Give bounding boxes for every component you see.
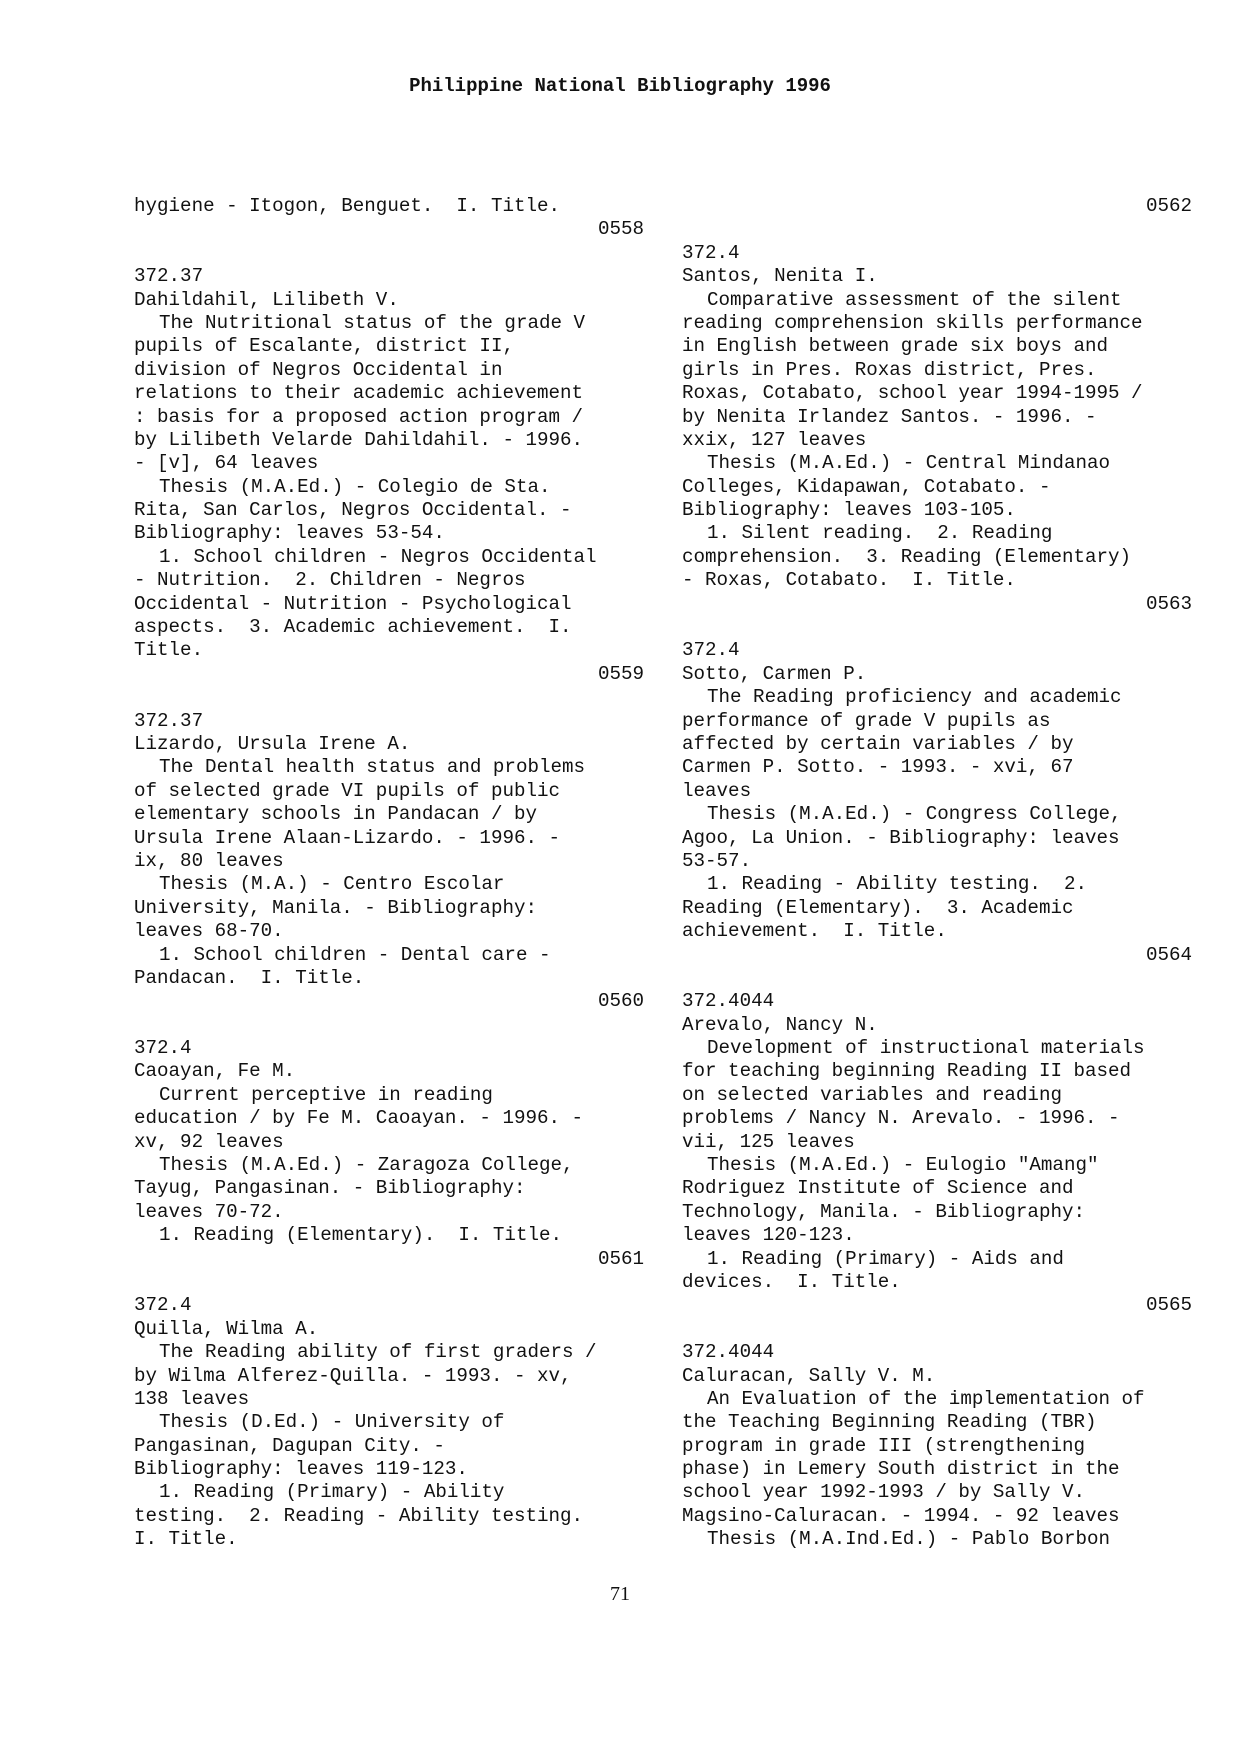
- author-name: Arevalo, Nancy N.: [682, 1013, 878, 1036]
- entry-number: 0561: [597, 1247, 644, 1270]
- entry-text-line: Bibliography: leaves 53-54.: [134, 522, 445, 545]
- entry-text-line: education / by Fe M. Caoayan. - 1996. -: [134, 1107, 584, 1130]
- entry-text-line: 1. Reading (Primary) - Aids and: [707, 1247, 1064, 1270]
- entry-text-line: Thesis (M.A.Ind.Ed.) - Pablo Borbon: [707, 1528, 1111, 1551]
- entry-text-line: 1. School children - Negros Occidental: [159, 545, 597, 568]
- entry-text-line: Occidental - Nutrition - Psychological: [134, 592, 572, 615]
- entry-text-line: leaves 120-123.: [682, 1224, 855, 1247]
- author-name: Santos, Nenita I.: [682, 265, 878, 288]
- entry-number: 0563: [1145, 592, 1192, 615]
- continuation-block: [682, 195, 1192, 218]
- entry-text-line: Rodriguez Institute of Science and: [682, 1177, 1074, 1200]
- bibliography-entry: [134, 686, 644, 1013]
- entry-text-line: - Nutrition. 2. Children - Negros: [134, 569, 526, 592]
- entry-text-line: performance of grade V pupils as: [682, 709, 1051, 732]
- entry-text-line: Thesis (M.A.Ed.) - Zaragoza College,: [159, 1154, 574, 1177]
- call-number: 372.37: [134, 265, 204, 288]
- entry-text-line: 1. Silent reading. 2. Reading: [707, 522, 1053, 545]
- entry-text-line: - [v], 64 leaves: [134, 452, 319, 475]
- author-name: Caoayan, Fe M.: [134, 1060, 296, 1083]
- entry-text-line: 138 leaves: [134, 1387, 250, 1410]
- entry-text-line: Thesis (M.A.Ed.) - Congress College,: [707, 803, 1122, 826]
- entry-text-line: leaves: [682, 779, 752, 802]
- entry-text-line: school year 1992-1993 / by Sally V.: [682, 1481, 1086, 1504]
- entry-number: 0560: [597, 990, 644, 1013]
- author-name: Sotto, Carmen P.: [682, 662, 867, 685]
- entry-text-line: Carmen P. Sotto. - 1993. - xvi, 67: [682, 756, 1074, 779]
- entry-text-line: the Teaching Beginning Reading (TBR): [682, 1411, 1097, 1434]
- entry-text-line: by Lilibeth Velarde Dahildahil. - 1996.: [134, 428, 584, 451]
- entry-text-line: Thesis (D.Ed.) - University of: [159, 1411, 505, 1434]
- entry-text-line: vii, 125 leaves: [682, 1130, 855, 1153]
- entry-text-line: aspects. 3. Academic achievement. I.: [134, 616, 572, 639]
- entry-text-line: girls in Pres. Roxas district, Pres.: [682, 358, 1097, 381]
- entry-text-line: for teaching beginning Reading II based: [682, 1060, 1132, 1083]
- entry-text-line: leaves 70-72.: [134, 1200, 284, 1223]
- entry-text-line: leaves 68-70.: [134, 920, 284, 943]
- call-number: 372.4: [682, 639, 740, 662]
- entry-text-line: on selected variables and reading: [682, 1083, 1062, 1106]
- entry-text-line: Tayug, Pangasinan. - Bibliography:: [134, 1177, 526, 1200]
- entry-text-line: xxix, 127 leaves: [682, 428, 867, 451]
- blank-line: [682, 218, 1192, 241]
- entry-text-line: devices. I. Title.: [682, 1270, 901, 1293]
- blank-line: [682, 1318, 1192, 1341]
- entry-text-line: pupils of Escalante, district II,: [134, 335, 514, 358]
- entry-number: 0559: [597, 662, 644, 685]
- entry-number: 0562: [1145, 195, 1192, 217]
- entry-number: 0558: [597, 218, 644, 241]
- entry-text-line: Colleges, Kidapawan, Cotabato. -: [682, 475, 1051, 498]
- entry-text-line: 53-57.: [682, 849, 752, 872]
- entry-text-line: The Dental health status and problems: [159, 756, 586, 779]
- entry-text-line: Development of instructional materials: [707, 1037, 1145, 1060]
- entry-text-line: elementary schools in Pandacan / by: [134, 803, 538, 826]
- entry-text-line: relations to their academic achievement: [134, 382, 584, 405]
- entry-text-line: reading comprehension skills performance: [682, 311, 1143, 334]
- bibliography-entry: [134, 1271, 644, 1552]
- entry-number: 0565: [1145, 1294, 1192, 1317]
- entry-text-line: ix, 80 leaves: [134, 849, 284, 872]
- entry-text-line: Thesis (M.A.) - Centro Escolar: [159, 873, 505, 896]
- bibliography-entry: [134, 242, 644, 686]
- entry-text-line: Thesis (M.A.Ed.) - Eulogio "Amang": [707, 1154, 1099, 1177]
- entry-text-line: testing. 2. Reading - Ability testing.: [134, 1504, 584, 1527]
- entry-text-line: program in grade III (strengthening: [682, 1434, 1086, 1457]
- entry-text-line: 1. Reading - Ability testing. 2.: [707, 873, 1087, 896]
- bibliography-entry: [682, 616, 1192, 967]
- entry-text-line: by Wilma Alferez-Quilla. - 1993. - xv,: [134, 1364, 572, 1387]
- call-number: 372.4: [682, 241, 740, 264]
- entry-text-line: in English between grade six boys and: [682, 335, 1109, 358]
- entry-text-line: Bibliography: leaves 119-123.: [134, 1458, 468, 1481]
- entry-text-line: phase) in Lemery South district in the: [682, 1458, 1120, 1481]
- blank-line: [134, 1014, 644, 1037]
- author-name: Lizardo, Ursula Irene A.: [134, 732, 411, 755]
- page-number: 71: [610, 1583, 630, 1605]
- entry-text-line: problems / Nancy N. Arevalo. - 1996. -: [682, 1107, 1120, 1130]
- entry-text-line: xv, 92 leaves: [134, 1130, 284, 1153]
- entry-text-line: Pangasinan, Dagupan City. -: [134, 1434, 445, 1457]
- entry-text-line: Ursula Irene Alaan-Lizardo. - 1996. -: [134, 826, 561, 849]
- entry-text-line: Bibliography: leaves 103-105.: [682, 499, 1016, 522]
- call-number: 372.4: [134, 1037, 192, 1060]
- entry-text-line: : basis for a proposed action program /: [134, 405, 584, 428]
- bibliography-entry: [682, 1318, 1192, 1552]
- entry-text-line: The Reading proficiency and academic: [707, 686, 1122, 709]
- entry-text-line: by Nenita Irlandez Santos. - 1996. -: [682, 405, 1097, 428]
- blank-line: [134, 242, 644, 265]
- entry-text-line: Thesis (M.A.Ed.) - Colegio de Sta.: [159, 475, 551, 498]
- author-name: Caluracan, Sally V. M.: [682, 1364, 936, 1387]
- entry-text-line: Magsino-Caluracan. - 1994. - 92 leaves: [682, 1504, 1120, 1527]
- entry-text-line: 1. Reading (Primary) - Ability: [159, 1481, 505, 1504]
- entry-text-line: comprehension. 3. Reading (Elementary): [682, 545, 1132, 568]
- entry-text-line: The Reading ability of first graders /: [159, 1341, 597, 1364]
- bibliography-entry: [682, 967, 1192, 1318]
- bibliography-entry: [682, 218, 1192, 616]
- entry-text-line: 1. School children - Dental care -: [159, 943, 551, 966]
- entry-text-line: Title.: [134, 639, 204, 662]
- entry-text-line: Rita, San Carlos, Negros Occidental. -: [134, 499, 572, 522]
- bibliography-entry: [134, 1014, 644, 1271]
- blank-line: [134, 686, 644, 709]
- entry-text-line: Comparative assessment of the silent: [707, 288, 1122, 311]
- entry-text-line: University, Manila. - Bibliography:: [134, 896, 538, 919]
- left-column: [134, 195, 644, 1552]
- author-name: Dahildahil, Lilibeth V.: [134, 288, 399, 311]
- entry-text-line: Current perceptive in reading: [159, 1083, 493, 1106]
- entry-text-line: - Roxas, Cotabato. I. Title.: [682, 569, 1016, 592]
- entry-text-line: The Nutritional status of the grade V: [159, 311, 586, 334]
- entry-text-line: Pandacan. I. Title.: [134, 966, 365, 989]
- entry-text-line: division of Negros Occidental in: [134, 358, 503, 381]
- call-number: 372.37: [134, 709, 204, 732]
- entry-text-line: Roxas, Cotabato, school year 1994-1995 /: [682, 382, 1143, 405]
- entry-text-line: Technology, Manila. - Bibliography:: [682, 1200, 1086, 1223]
- right-column: [682, 195, 1192, 1552]
- entry-text-line: of selected grade VI pupils of public: [134, 779, 561, 802]
- blank-line: [682, 616, 1192, 639]
- entry-text-line: achievement. I. Title.: [682, 920, 947, 943]
- continuation-block: [134, 195, 644, 242]
- entry-text-line: An Evaluation of the implementation of: [707, 1387, 1145, 1410]
- call-number: 372.4044: [682, 990, 775, 1013]
- call-number: 372.4: [134, 1294, 192, 1317]
- entry-text-line: 1. Reading (Elementary). I. Title.: [159, 1224, 563, 1247]
- entry-text-line: affected by certain variables / by: [682, 732, 1074, 755]
- author-name: Quilla, Wilma A.: [134, 1317, 319, 1340]
- entry-text-line: Thesis (M.A.Ed.) - Central Mindanao: [707, 452, 1111, 475]
- entry-text-line: Reading (Elementary). 3. Academic: [682, 896, 1074, 919]
- call-number: 372.4044: [682, 1341, 775, 1364]
- blank-line: [134, 1271, 644, 1294]
- page-title: Philippine National Bibliography 1996: [409, 75, 831, 97]
- entry-text-line: Agoo, La Union. - Bibliography: leaves: [682, 826, 1120, 849]
- blank-line: [682, 967, 1192, 990]
- entry-text-line: I. Title.: [134, 1528, 238, 1551]
- entry-number: 0564: [1145, 943, 1192, 966]
- continuation-line: hygiene - Itogon, Benguet. I. Title.: [134, 195, 561, 217]
